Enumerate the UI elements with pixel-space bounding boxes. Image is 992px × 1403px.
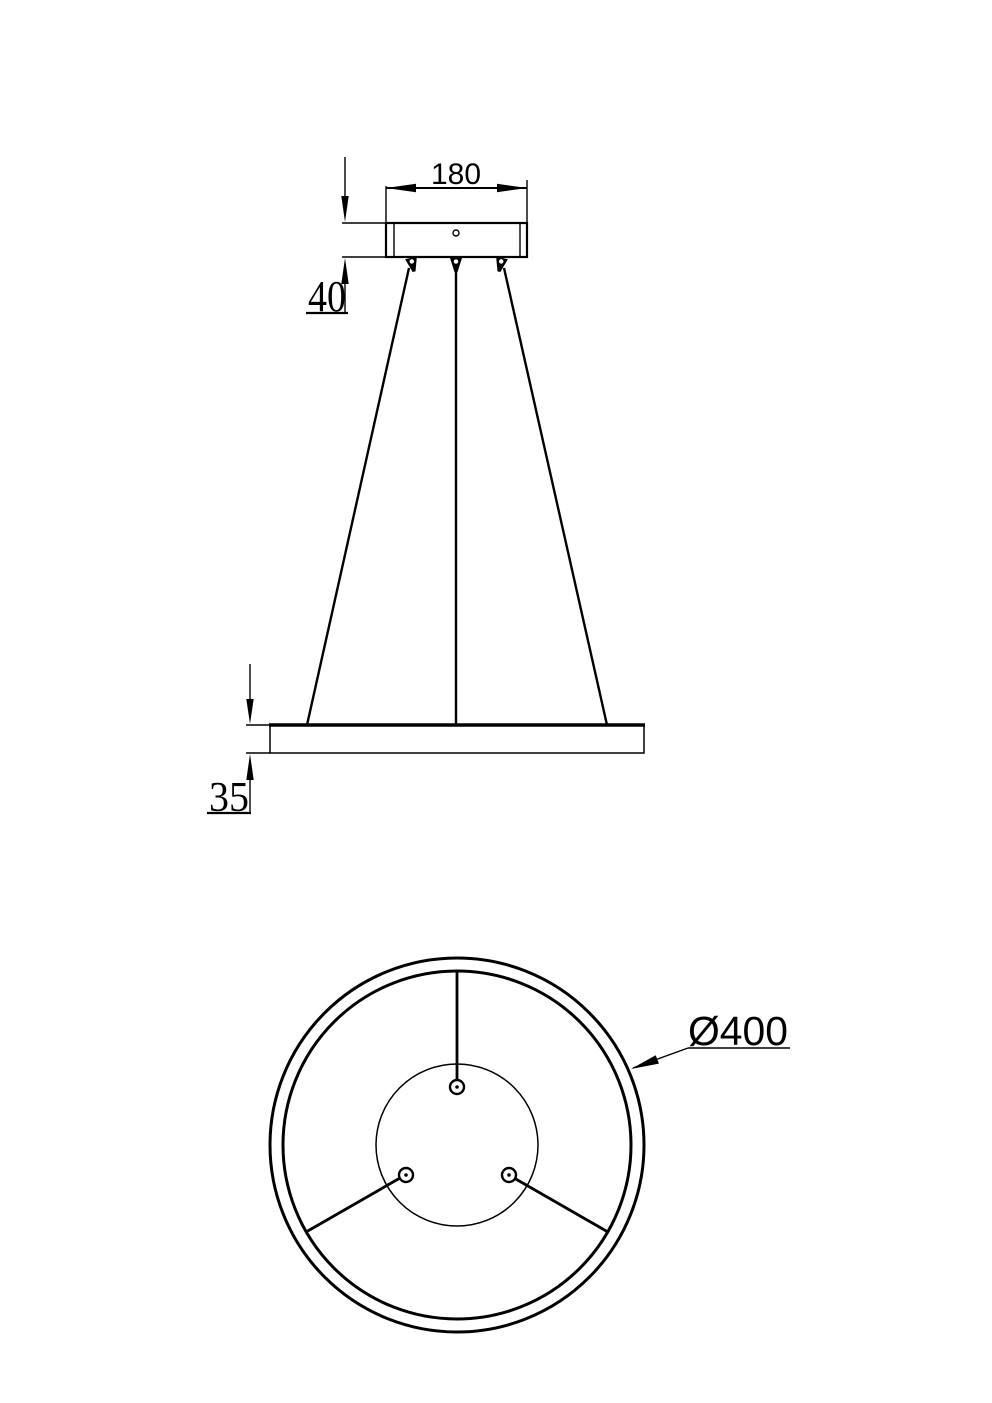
dim-label-180: 180 [431, 158, 481, 191]
spoke-bottom-left [306, 1178, 400, 1232]
grip-dot-top-icon [455, 1085, 459, 1089]
grip-eyelet-icon [498, 258, 505, 265]
canopy-center-hole [453, 230, 459, 236]
suspension-wire-right [504, 268, 607, 725]
arrowhead-down-icon [246, 699, 253, 724]
canopy [386, 223, 527, 257]
suspension-wire-left [307, 268, 409, 725]
arrowhead-leader-icon [631, 1055, 659, 1069]
spoke-bottom-right [514, 1178, 608, 1232]
plan-wire-grips [399, 1080, 516, 1182]
dimension-canopy-width [386, 158, 527, 222]
dim-label-diameter-400: Ø400 [688, 1008, 788, 1054]
arrowhead-down-icon [341, 196, 348, 222]
grip-eyelet-icon [408, 258, 415, 265]
dimension-canopy-height [306, 157, 386, 321]
dim-label-40: 40 [308, 272, 346, 321]
arrowhead-left-icon [386, 184, 416, 192]
arrowhead-right-icon [497, 184, 527, 192]
suspension-wires [307, 268, 607, 725]
grip-dot-left-icon [404, 1173, 408, 1177]
ring-profile [269, 725, 645, 753]
dimension-ring-diameter [631, 1008, 790, 1069]
plan-view [270, 958, 790, 1332]
elevation-view [207, 157, 645, 821]
grip-eyelet-icon [453, 259, 459, 265]
grip-dot-right-icon [507, 1173, 511, 1177]
dimension-ring-height [207, 664, 270, 821]
ring-profile-outline [270, 725, 644, 753]
plan-spokes [306, 971, 608, 1232]
dim-label-35: 35 [209, 775, 249, 821]
canopy-outline [386, 223, 527, 257]
